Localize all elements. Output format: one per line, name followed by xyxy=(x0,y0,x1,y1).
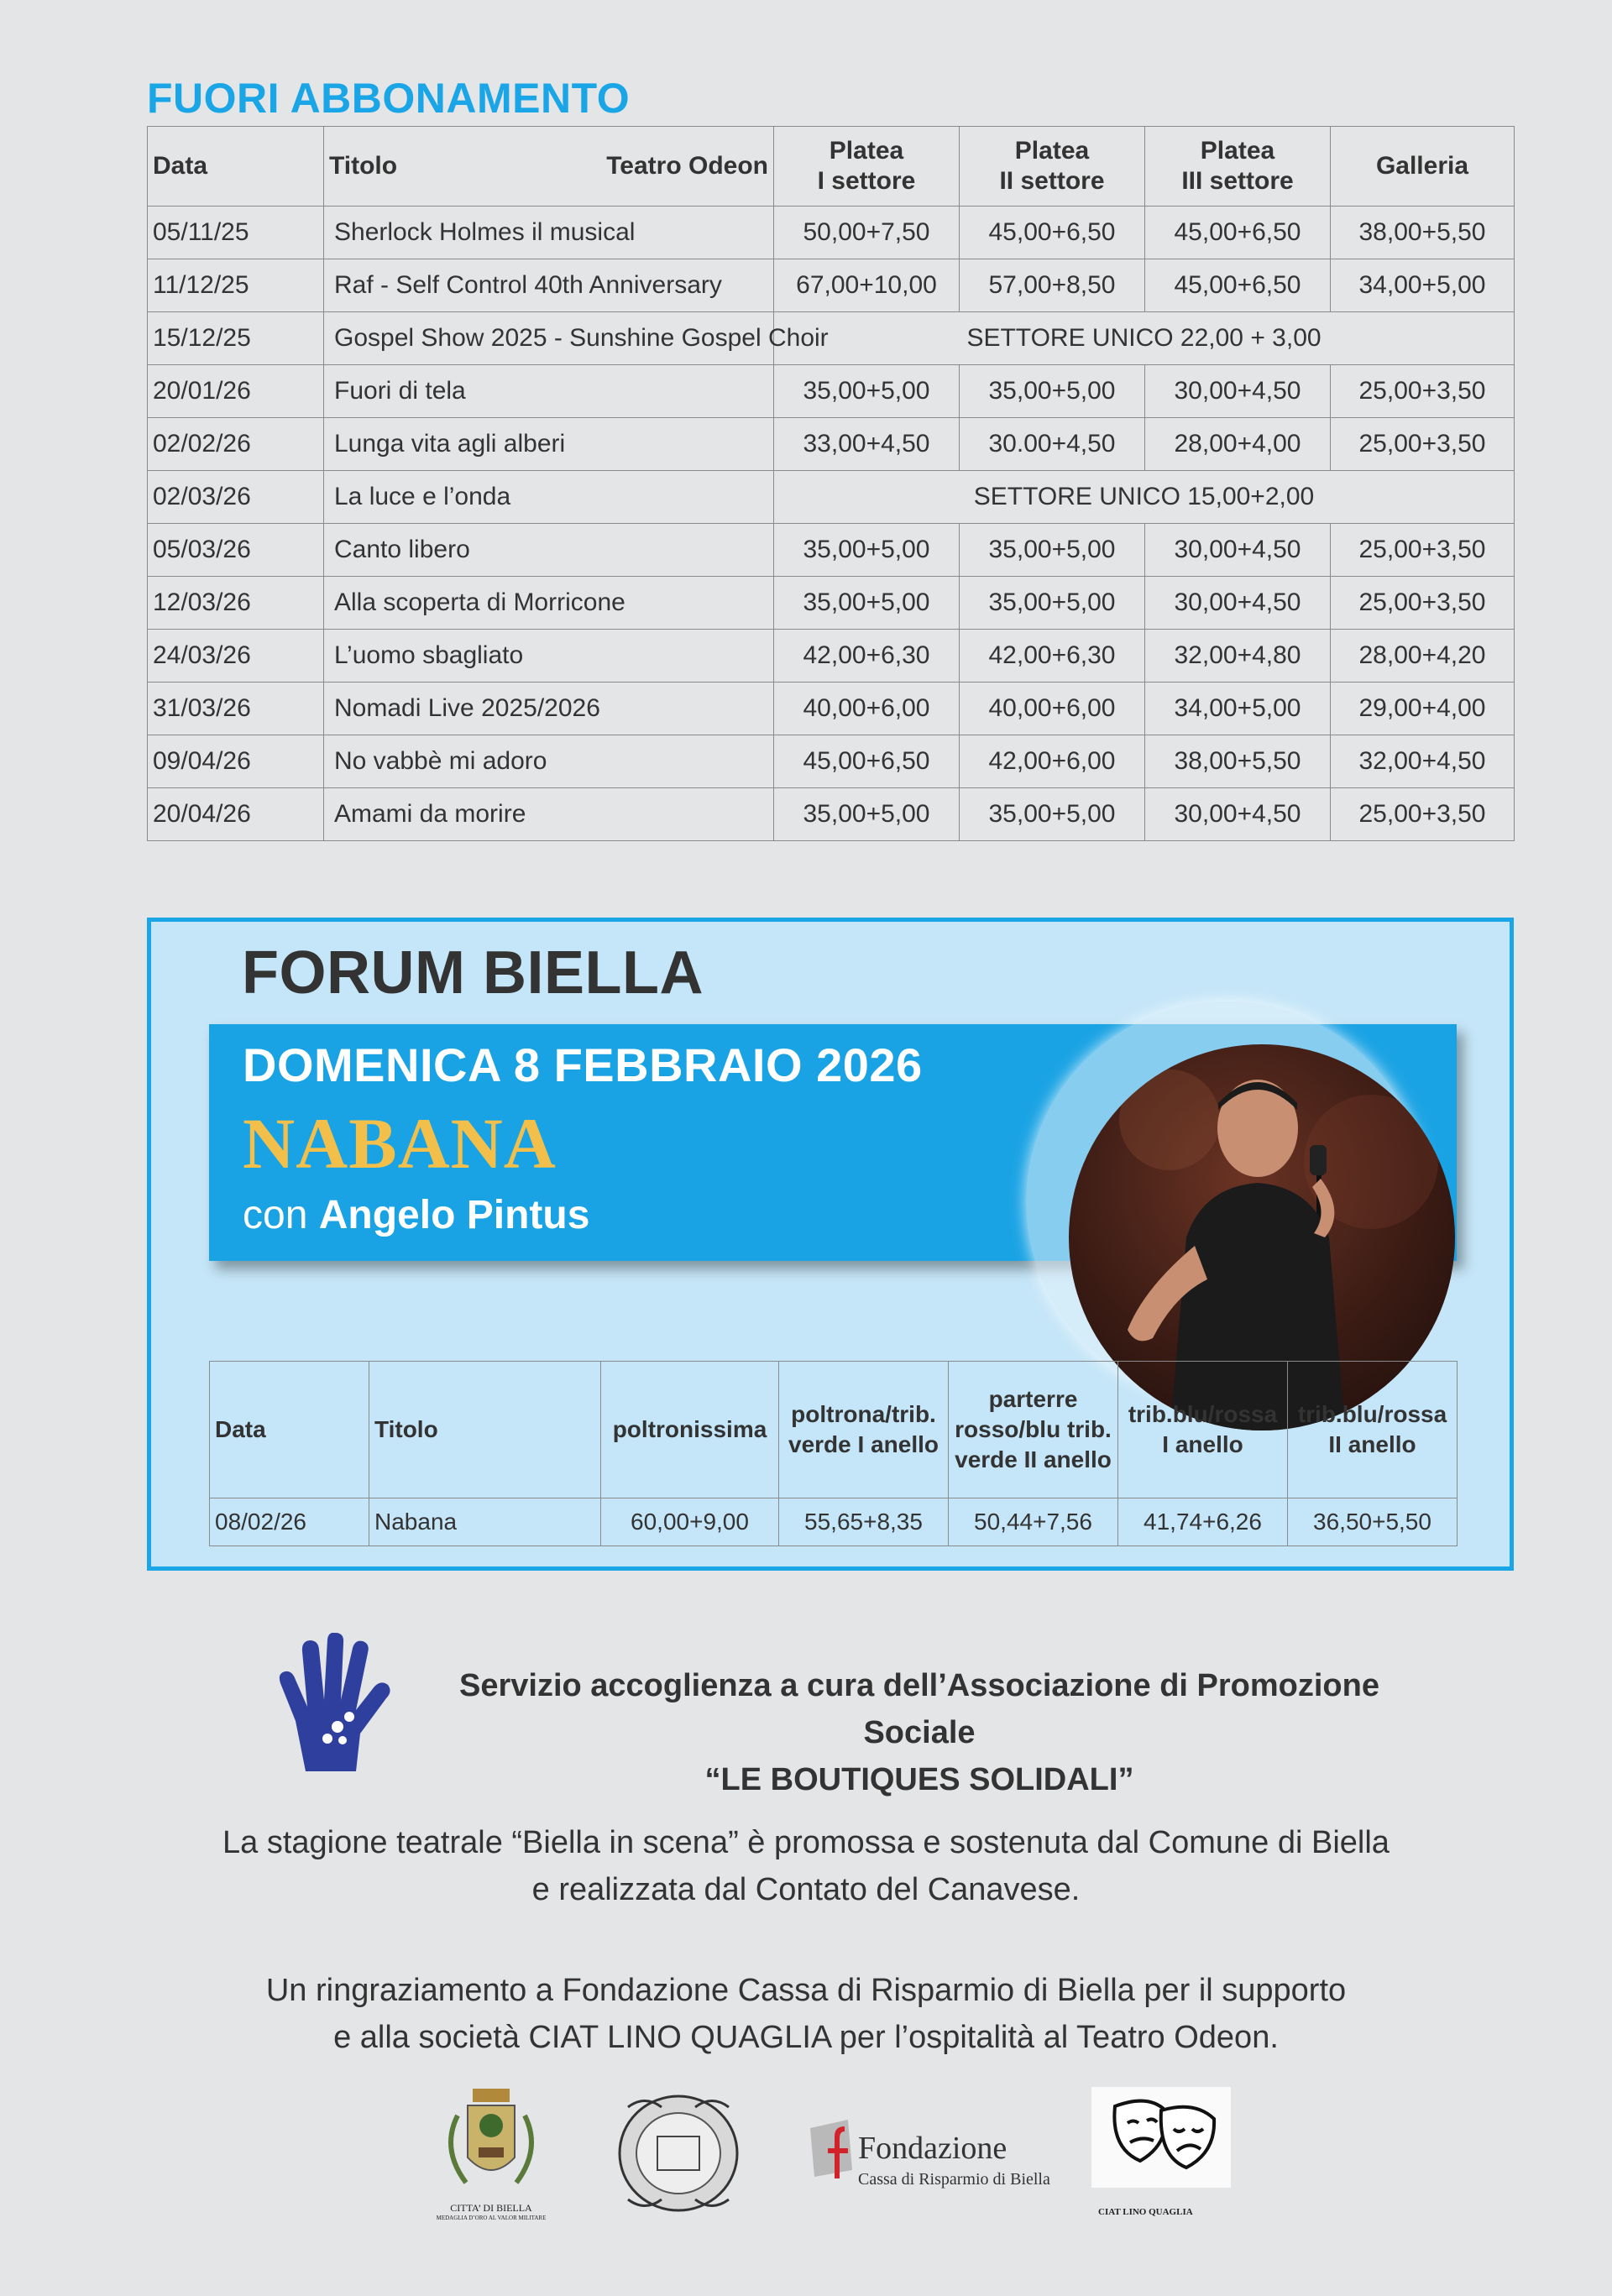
forum-header-titolo: Titolo xyxy=(369,1362,601,1498)
cell-platea-3: 30,00+4,50 xyxy=(1145,577,1331,630)
forum-cell-c2: 55,65+8,35 xyxy=(779,1498,949,1546)
city-crest-icon xyxy=(432,2082,550,2208)
table-row xyxy=(148,471,1515,524)
cell-title: Raf - Self Control 40th Anniversary xyxy=(324,259,774,312)
forum-header-trib-1: trib.blu/rossa I anello xyxy=(1118,1362,1288,1498)
cell-date: 20/01/26 xyxy=(148,365,324,418)
cell-galleria: 32,00+4,50 xyxy=(1331,735,1515,788)
cell-date: 24/03/26 xyxy=(148,630,324,683)
cell-platea-3: 30,00+4,50 xyxy=(1145,788,1331,841)
cell-platea-1: 33,00+4,50 xyxy=(774,418,960,471)
cell-galleria: 29,00+4,00 xyxy=(1331,683,1515,735)
forum-table-row xyxy=(210,1498,1458,1546)
header-data: Data xyxy=(148,127,324,207)
cell-settore-unico: SETTORE UNICO 15,00+2,00 xyxy=(774,471,1515,524)
forum-header-row xyxy=(210,1362,1458,1498)
table-row xyxy=(148,365,1515,418)
cell-platea-2: 40,00+6,00 xyxy=(960,683,1145,735)
cell-platea-1: 35,00+5,00 xyxy=(774,365,960,418)
table-row xyxy=(148,418,1515,471)
cell-galleria: 38,00+5,50 xyxy=(1331,207,1515,259)
table-row xyxy=(148,312,1515,365)
cell-platea-2: 35,00+5,00 xyxy=(960,524,1145,577)
fondazione-name: Fondazione xyxy=(858,2131,1008,2166)
thanks-paragraph xyxy=(0,1967,1612,2061)
forum-cell-c5: 36,50+5,50 xyxy=(1288,1498,1458,1546)
table-row xyxy=(148,630,1515,683)
forum-cell-title: Nabana xyxy=(369,1498,601,1546)
cell-date: 11/12/25 xyxy=(148,259,324,312)
cell-platea-3: 30,00+4,50 xyxy=(1145,524,1331,577)
header-venue: Teatro Odeon xyxy=(606,152,768,180)
service-text xyxy=(416,1662,1423,1803)
header-titolo-cell xyxy=(324,127,774,207)
cell-galleria: 25,00+3,50 xyxy=(1331,577,1515,630)
forum-header-parterre: parterre rosso/blu trib. verde II anello xyxy=(949,1362,1118,1498)
cell-date: 31/03/26 xyxy=(148,683,324,735)
cell-platea-3: 30,00+4,50 xyxy=(1145,365,1331,418)
cell-galleria: 25,00+3,50 xyxy=(1331,524,1515,577)
price-table-odeon xyxy=(147,126,1515,841)
fondazione-logo-icon xyxy=(806,2111,865,2195)
service-line-2: “LE BOUTIQUES SOLIDALI” xyxy=(704,1762,1134,1797)
cell-date: 12/03/26 xyxy=(148,577,324,630)
cell-platea-1: 35,00+5,00 xyxy=(774,577,960,630)
event-show-title: NABANA xyxy=(243,1103,557,1184)
cell-title: L’uomo sbagliato xyxy=(324,630,774,683)
header-platea-1: Platea I settore xyxy=(774,127,960,207)
thanks-line-2: e alla società CIAT LINO QUAGLIA per l’ospitalità al Teatro Odeon. xyxy=(333,2020,1279,2055)
forum-biella-panel xyxy=(147,918,1514,1571)
cell-platea-1: 35,00+5,00 xyxy=(774,788,960,841)
fondazione-logo xyxy=(806,2111,1050,2195)
cell-platea-2: 30.00+4,50 xyxy=(960,418,1145,471)
table-row xyxy=(148,207,1515,259)
contato-canavese-logo xyxy=(611,2090,746,2220)
hand-icon xyxy=(272,1633,398,1776)
cell-settore-unico: SETTORE UNICO 22,00 + 3,00 xyxy=(774,312,1515,365)
city-caption: CITTA’ DI BIELLA xyxy=(450,2202,532,2214)
forum-header-data: Data xyxy=(210,1362,369,1498)
cell-date: 20/04/26 xyxy=(148,788,324,841)
service-line-1: Servizio accoglienza a cura dell’Associazione di Promozione Sociale xyxy=(458,1668,1379,1750)
cell-title: Fuori di tela xyxy=(324,365,774,418)
forum-header-poltrona: poltrona/trib. verde I anello xyxy=(779,1362,949,1498)
header-titolo: Titolo xyxy=(329,152,398,180)
forum-header-trib-2: trib.blu/rossa II anello xyxy=(1288,1362,1458,1498)
cell-platea-1: 50,00+7,50 xyxy=(774,207,960,259)
forum-cell-date: 08/02/26 xyxy=(210,1498,369,1546)
event-banner xyxy=(209,1024,1457,1261)
contato-crest-icon xyxy=(611,2090,746,2216)
header-galleria: Galleria xyxy=(1331,127,1515,207)
forum-header-poltronissima: poltronissima xyxy=(601,1362,779,1498)
cell-platea-2: 35,00+5,00 xyxy=(960,788,1145,841)
table-row xyxy=(148,683,1515,735)
cell-platea-2: 35,00+5,00 xyxy=(960,365,1145,418)
cell-title: No vabbè mi adoro xyxy=(324,735,774,788)
forum-title: FORUM BIELLA xyxy=(242,939,704,1007)
section-title: FUORI ABBONAMENTO xyxy=(147,75,631,122)
cell-title: Gospel Show 2025 - Sunshine Gospel Choir xyxy=(324,312,774,365)
cell-platea-3: 34,00+5,00 xyxy=(1145,683,1331,735)
cell-date: 05/03/26 xyxy=(148,524,324,577)
performer-prefix: con xyxy=(243,1193,308,1237)
cell-platea-1: 42,00+6,30 xyxy=(774,630,960,683)
cell-date: 05/11/25 xyxy=(148,207,324,259)
cell-title: Lunga vita agli alberi xyxy=(324,418,774,471)
header-platea-3: Platea III settore xyxy=(1145,127,1331,207)
table-row xyxy=(148,577,1515,630)
cell-date: 09/04/26 xyxy=(148,735,324,788)
header-platea-2: Platea II settore xyxy=(960,127,1145,207)
promotion-line-1: La stagione teatrale “Biella in scena” è promossa e sostenuta dal Comune di Biella xyxy=(222,1825,1390,1860)
ciat-lino-quaglia-logo xyxy=(1090,2085,1233,2217)
price-table-forum xyxy=(209,1361,1458,1546)
theatre-masks-icon xyxy=(1090,2085,1233,2203)
cell-platea-2: 42,00+6,00 xyxy=(960,735,1145,788)
cell-date: 02/02/26 xyxy=(148,418,324,471)
thanks-line-1: Un ringraziamento a Fondazione Cassa di Risparmio di Biella per il supporto xyxy=(265,1973,1347,2008)
cell-platea-3: 45,00+6,50 xyxy=(1145,207,1331,259)
cell-galleria: 25,00+3,50 xyxy=(1331,418,1515,471)
cell-title: Alla scoperta di Morricone xyxy=(324,577,774,630)
cell-title: Canto libero xyxy=(324,524,774,577)
cell-platea-2: 35,00+5,00 xyxy=(960,577,1145,630)
promotion-line-2: e realizzata dal Contato del Canavese. xyxy=(531,1872,1081,1907)
event-date: DOMENICA 8 FEBBRAIO 2026 xyxy=(243,1038,923,1091)
cell-platea-3: 45,00+6,50 xyxy=(1145,259,1331,312)
cell-galleria: 25,00+3,50 xyxy=(1331,788,1515,841)
cell-title: Amami da morire xyxy=(324,788,774,841)
fondazione-sub: Cassa di Risparmio di Biella xyxy=(858,2170,1050,2189)
performer-name: Angelo Pintus xyxy=(318,1193,590,1237)
table-header-row xyxy=(148,127,1515,207)
cell-platea-3: 38,00+5,50 xyxy=(1145,735,1331,788)
cell-platea-2: 42,00+6,30 xyxy=(960,630,1145,683)
event-performer xyxy=(243,1192,589,1238)
table-row xyxy=(148,524,1515,577)
forum-cell-c3: 50,44+7,56 xyxy=(949,1498,1118,1546)
cell-platea-3: 28,00+4,00 xyxy=(1145,418,1331,471)
cell-platea-2: 45,00+6,50 xyxy=(960,207,1145,259)
cell-platea-2: 57,00+8,50 xyxy=(960,259,1145,312)
cell-title: Sherlock Holmes il musical xyxy=(324,207,774,259)
cell-date: 15/12/25 xyxy=(148,312,324,365)
cell-galleria: 28,00+4,20 xyxy=(1331,630,1515,683)
cell-platea-1: 40,00+6,00 xyxy=(774,683,960,735)
sponsor-logos xyxy=(0,2082,1612,2233)
table-row xyxy=(148,259,1515,312)
table-row xyxy=(148,788,1515,841)
cell-title: Nomadi Live 2025/2026 xyxy=(324,683,774,735)
forum-cell-c4: 41,74+6,26 xyxy=(1118,1498,1288,1546)
promotion-paragraph xyxy=(0,1819,1612,1913)
cell-platea-1: 67,00+10,00 xyxy=(774,259,960,312)
cell-date: 02/03/26 xyxy=(148,471,324,524)
table-row xyxy=(148,735,1515,788)
cell-galleria: 34,00+5,00 xyxy=(1331,259,1515,312)
cell-platea-1: 35,00+5,00 xyxy=(774,524,960,577)
city-caption-sub: MEDAGLIA D’ORO AL VALOR MILITARE xyxy=(436,2215,547,2221)
ciat-caption: CIAT LINO QUAGLIA xyxy=(1098,2207,1193,2217)
city-of-biella-logo xyxy=(432,2082,550,2221)
cell-title: La luce e l’onda xyxy=(324,471,774,524)
forum-cell-c1: 60,00+9,00 xyxy=(601,1498,779,1546)
cell-platea-1: 45,00+6,50 xyxy=(774,735,960,788)
cell-platea-3: 32,00+4,80 xyxy=(1145,630,1331,683)
cell-galleria: 25,00+3,50 xyxy=(1331,365,1515,418)
